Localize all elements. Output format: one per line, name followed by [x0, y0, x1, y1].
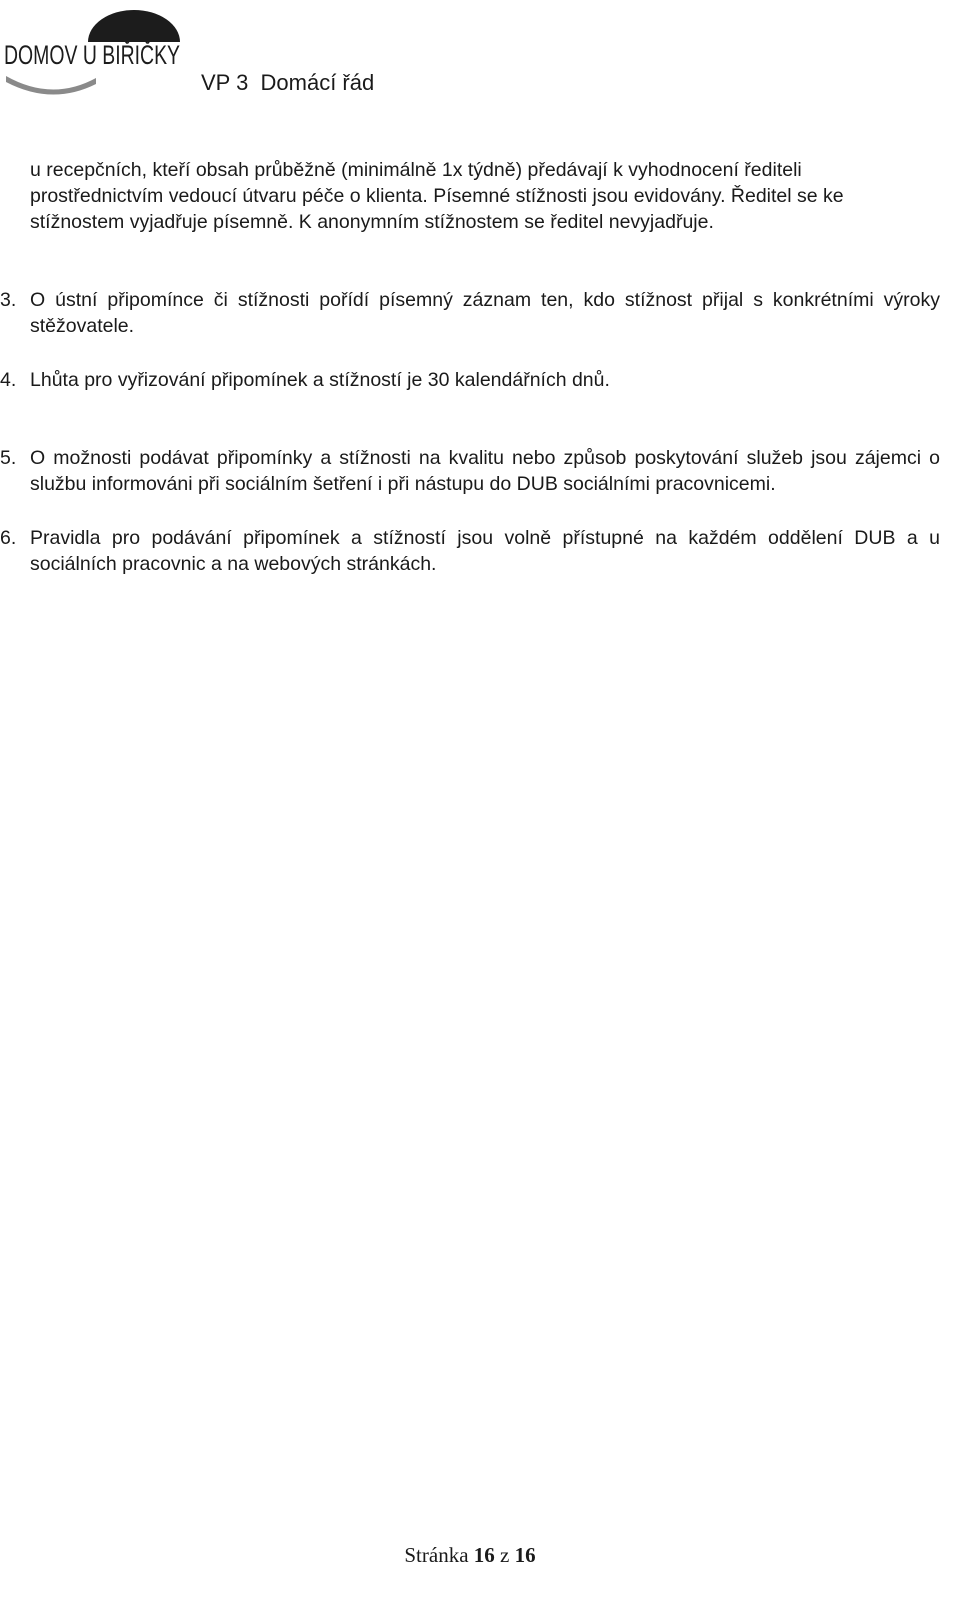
page-header — [0, 0, 960, 110]
list-item-number: 4. — [0, 369, 17, 391]
list-item-number: 3. — [0, 289, 17, 311]
page-footer — [0, 1543, 940, 1568]
list-item-number: 6. — [0, 527, 17, 549]
list-item-text: O možnosti podávat připomínky a stížnosti na kvalitu nebo způsob poskytování služeb jsou zájemci o službu informováni při sociálním šetření i při nástupu do DUB sociálními pracovnicemi. — [30, 447, 940, 495]
list-item — [0, 287, 940, 339]
list-item — [0, 367, 940, 393]
intro-paragraph: u recepčních, kteří obsah průběžně (minimálně 1x týdně) předávají k vyhodnocení řediteli prostřednictvím vedoucí útvaru péče o klienta. Písemné stížnosti jsou evidovány. Ředitel se ke stížnostem vyjadřuje písemně. K anonymním stížnostem se ředitel nevyjadřuje. — [30, 159, 844, 233]
current-page-number: 16 — [473, 1543, 495, 1567]
page-label: Stránka — [404, 1543, 469, 1567]
total-pages-number: 16 — [514, 1543, 536, 1567]
list-item — [0, 445, 940, 497]
list-item-text: Pravidla pro podávání připomínek a stížností jsou volně přístupné na každém oddělení DUB a u sociálních pracovnic a na webových stránkách. — [30, 527, 940, 575]
document-body — [0, 157, 940, 577]
document-title: VP 3 Domácí řád — [201, 70, 375, 95]
page-separator: z — [500, 1543, 510, 1567]
domov-u-biricky-logo — [2, 6, 249, 98]
list-item-text: O ústní připomínce či stížnosti pořídí písemný záznam ten, kdo stížnost přijal s konkrétními výroky stěžovatele. — [30, 289, 940, 337]
list-item — [0, 525, 940, 577]
list-item-text: Lhůta pro vyřizování připomínek a stížností je 30 kalendářních dnů. — [30, 369, 610, 391]
logo-wordmark-text: DOMOV U BIŘIČKY — [4, 40, 249, 70]
list-item-number: 5. — [0, 447, 17, 469]
